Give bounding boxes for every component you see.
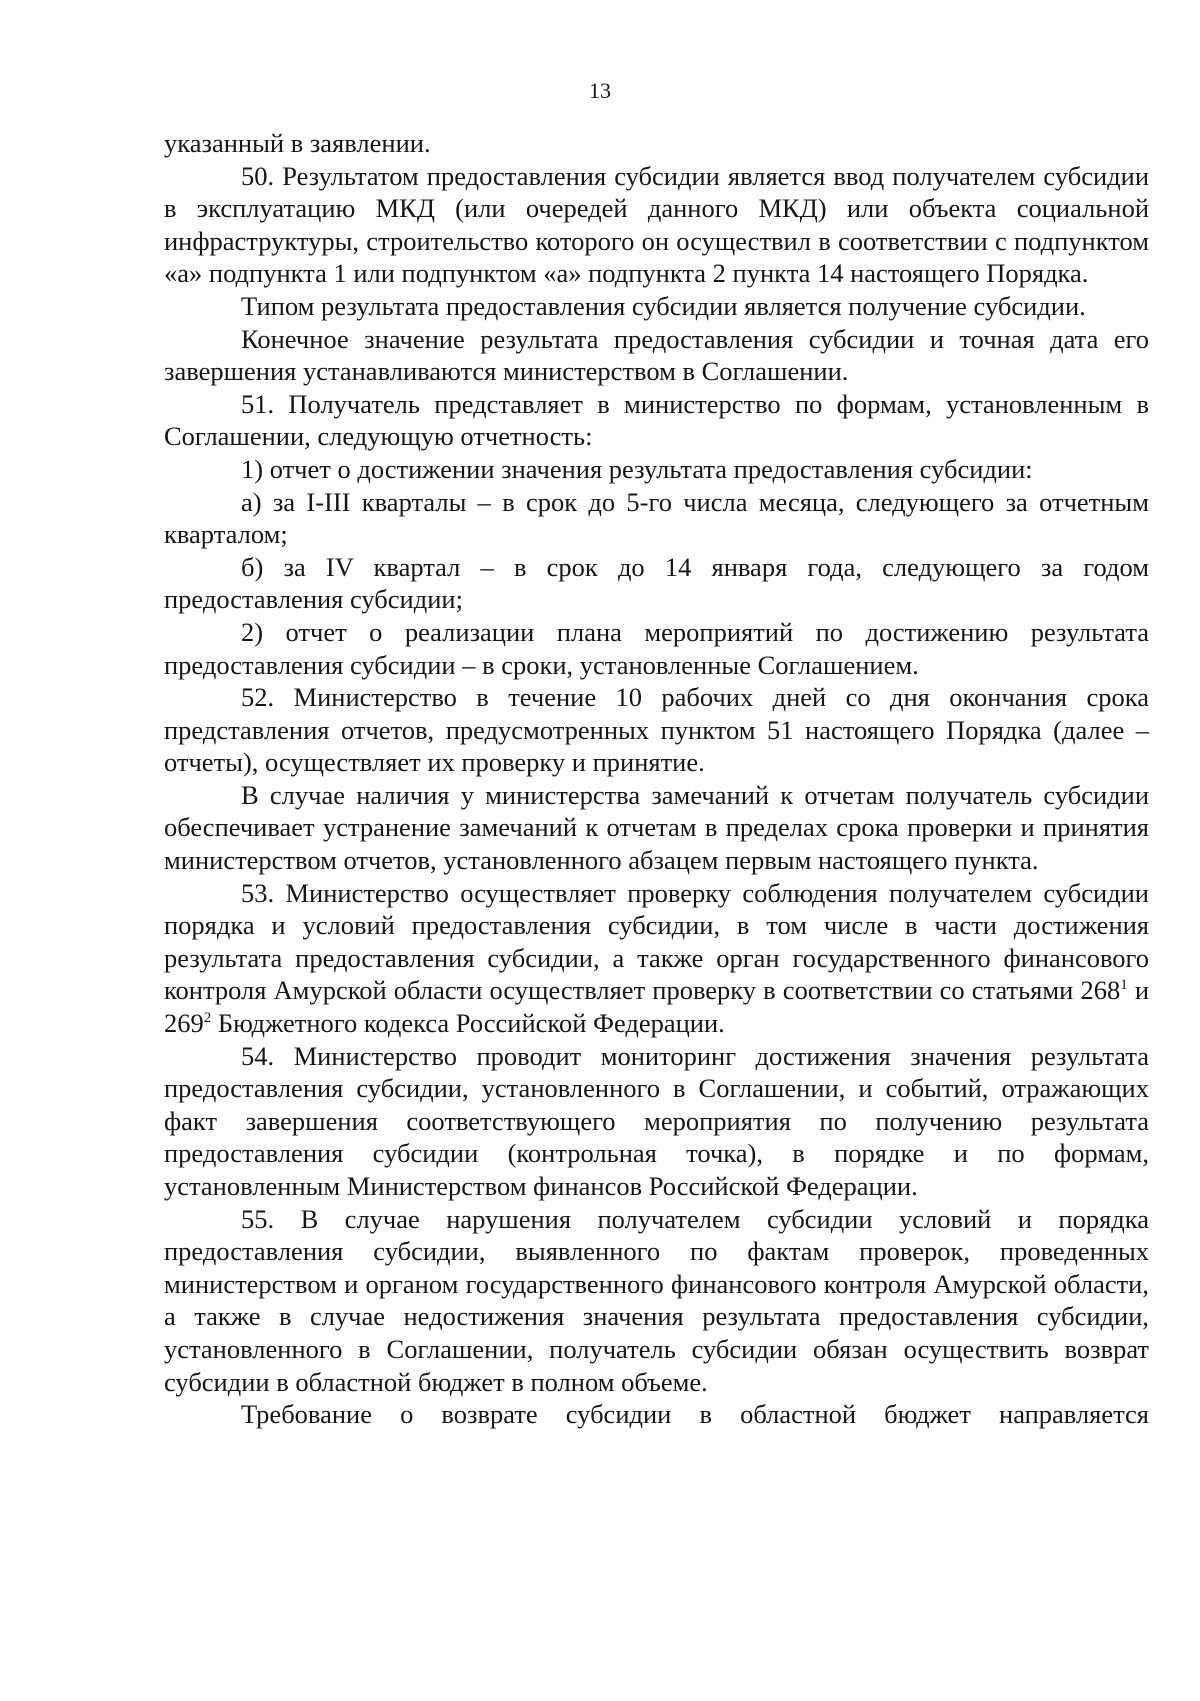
list-item-1: 1) отчет о достижении значения результата предоставления субсидии: — [241, 453, 1033, 484]
paragraph-53-part3: Бюджетного кодекса Российской Федерации. — [211, 1008, 725, 1039]
paragraph-53-part2: и 269 — [164, 975, 1149, 1039]
list-item-b: б) за IV квартал – в срок до 14 января года, следующего за годом предоставления субсидии; — [164, 551, 1149, 615]
paragraph-requirement: Требование о возврате субсидии в областной бюджет направляется — [241, 1399, 1149, 1430]
superscript-2: 2 — [203, 1010, 212, 1027]
page-number: 13 — [589, 78, 611, 103]
paragraph-final-value: Конечное значение результата предоставления субсидии и точная дата его завершения устанавливаются министерством в Соглашении. — [164, 323, 1149, 387]
paragraph-54: 54. Министерство проводит мониторинг достижения значения результата предоставления субсидии, установленного в Соглашении, и событий, отражающих факт завершения соответствующего мероприятия по получению результата предоставления субсидии (контрольная точка), в порядке и по формам, установленным Министерством финансов Российской Федерации. — [164, 1040, 1149, 1201]
paragraph-55: 55. В случае нарушения получателем субсидии условий и порядка предоставления субсидии, выявленного по фактам проверок, проведенных министерством и органом государственного финансового контроля Амурской области, а также в случае недостижения значения результата предоставления субсидии, установленного в Соглашении, получатель субсидии обязан осуществить возврат субсидии в областной бюджет в полном объеме. — [164, 1203, 1149, 1397]
list-item-a: а) за I-III кварталы – в срок до 5-го числа месяца, следующего за отчетным кварталом; — [164, 486, 1149, 550]
paragraph-remarks: В случае наличия у министерства замечаний к отчетам получатель субсидии обеспечивает устранение замечаний к отчетам в пределах срока проверки и принятия министерством отчетов, установленного абзацем первым настоящего пункта. — [164, 779, 1149, 876]
document-body — [164, 127, 1149, 1431]
paragraph-continuation: указанный в заявлении. — [164, 128, 431, 158]
paragraph-51: 51. Получатель представляет в министерство по формам, установленным в Соглашении, следующую отчетность: — [164, 388, 1149, 452]
paragraph-53 — [164, 877, 1149, 1040]
paragraph-50: 50. Результатом предоставления субсидии является ввод получателем субсидии в эксплуатацию МКД (или очередей данного МКД) или объекта социальной инфраструктуры, строительство которого он осуществил в соответствии с подпунктом «а» подпункта 1 или подпунктом «а» подпункта 2 пункта 14 настоящего Порядка. — [164, 160, 1149, 289]
paragraph-53-part1: 53. Министерство осуществляет проверку соблюдения получателем субсидии порядка и условий предоставления субсидии, в том числе в части достижения результата предоставления субсидии, а также орган государственного финансового контроля Амурской области осуществляет проверку в соответствии со статьями 268 — [164, 877, 1149, 1006]
list-item-2: 2) отчет о реализации плана мероприятий по достижению результата предоставления субсидии – в сроки, установленные Соглашением. — [164, 616, 1149, 680]
paragraph-result-type: Типом результата предоставления субсидии является получение субсидии. — [241, 290, 1086, 321]
paragraph-52: 52. Министерство в течение 10 рабочих дней со дня окончания срока представления отчетов, предусмотренных пунктом 51 настоящего Порядка (далее – отчеты), осуществляет их проверку и принятие. — [164, 682, 1149, 778]
superscript-1: 1 — [1120, 977, 1128, 994]
